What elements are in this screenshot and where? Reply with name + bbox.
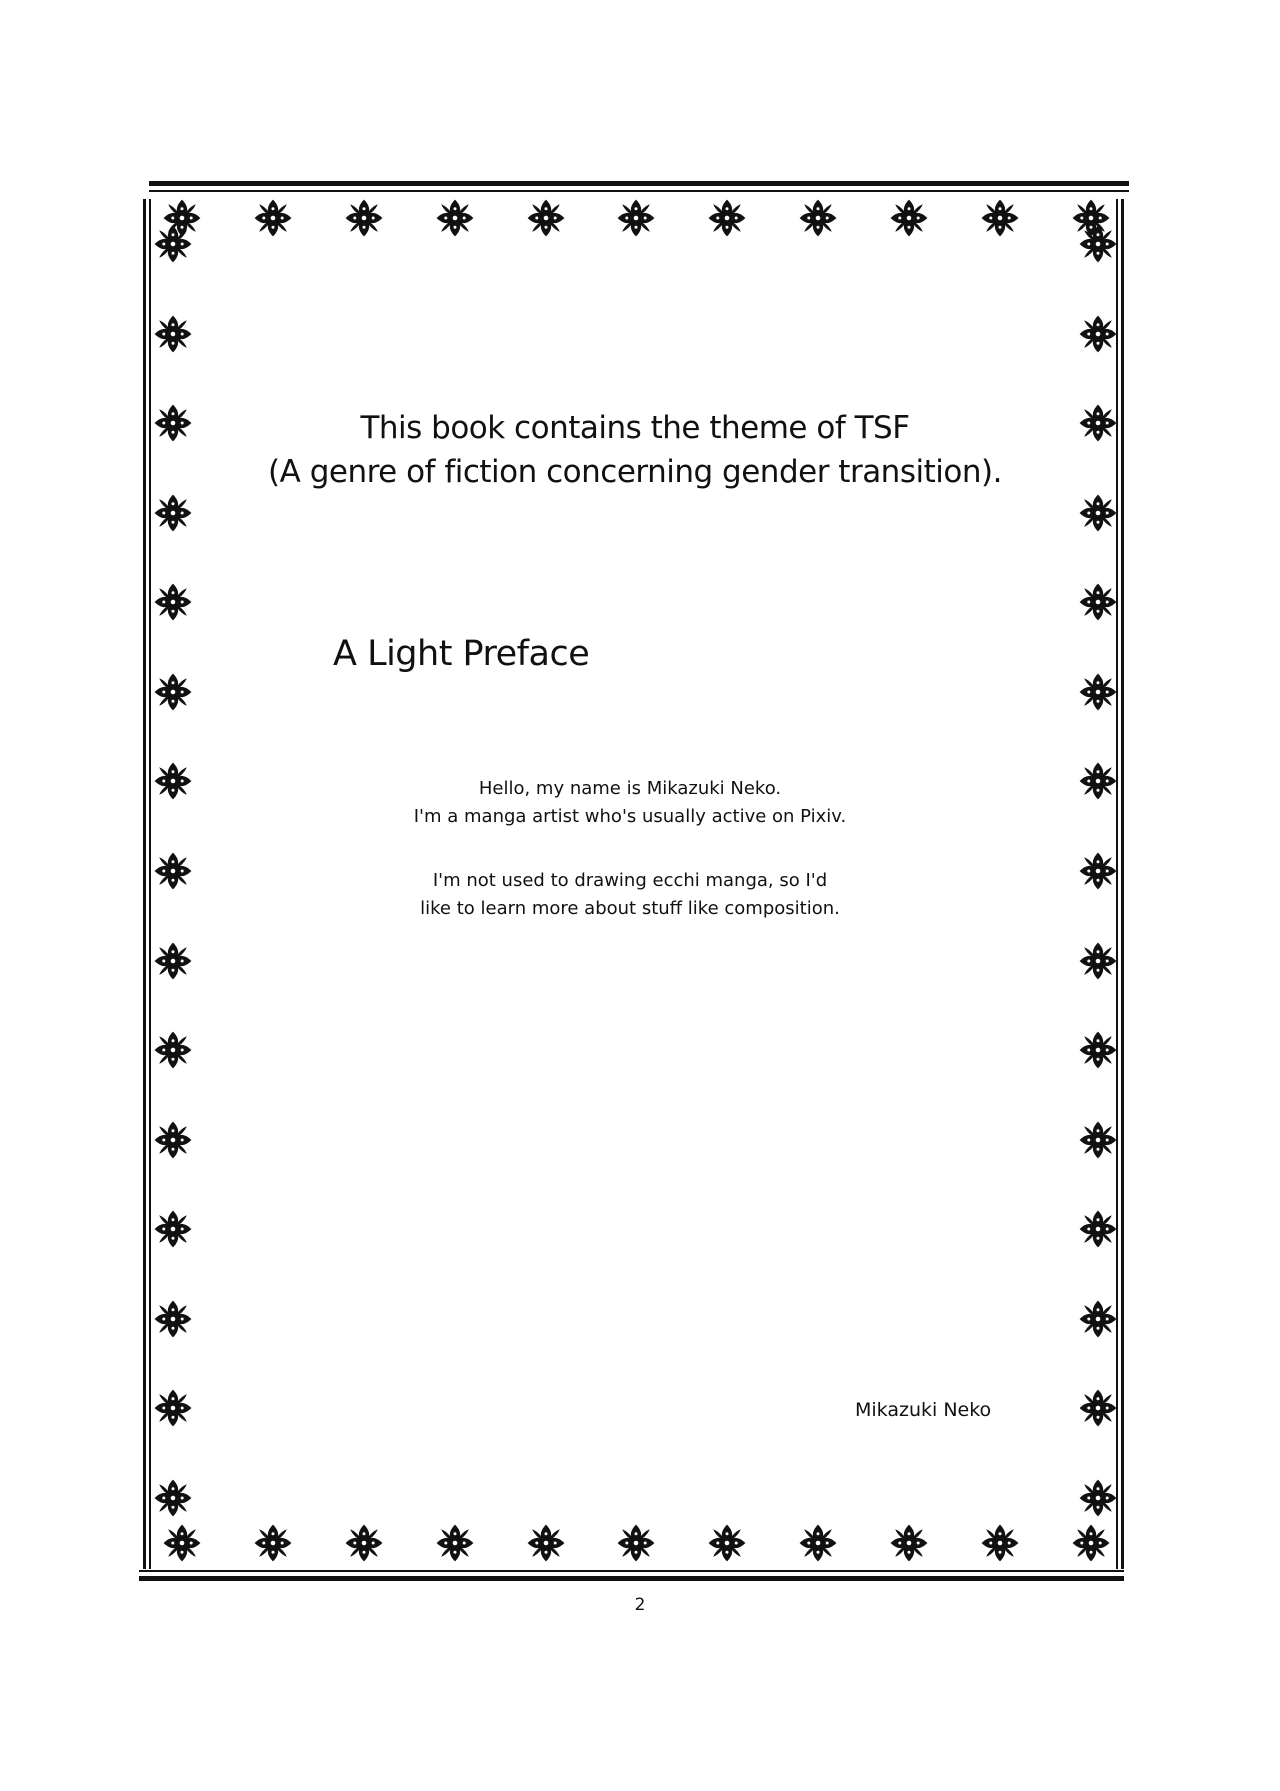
- floral-ornament-icon: [150, 1296, 196, 1342]
- border-bottom-ornaments: [159, 1518, 1114, 1568]
- floral-ornament-icon: [523, 195, 569, 241]
- floral-ornament-icon: [704, 1520, 750, 1566]
- floral-ornament-icon: [150, 579, 196, 625]
- floral-ornament-icon: [1075, 1296, 1121, 1342]
- preface-paragraph-2-line-2: like to learn more about stuff like composition.: [420, 898, 840, 919]
- floral-ornament-icon: [150, 669, 196, 715]
- floral-ornament-icon: [150, 1027, 196, 1073]
- floral-ornament-icon: [886, 1520, 932, 1566]
- floral-ornament-icon: [795, 1520, 841, 1566]
- floral-ornament-icon: [150, 1475, 196, 1521]
- floral-ornament-icon: [341, 195, 387, 241]
- floral-ornament-icon: [150, 758, 196, 804]
- floral-ornament-icon: [150, 1385, 196, 1431]
- floral-ornament-icon: [1075, 1206, 1121, 1252]
- floral-ornament-icon: [1075, 669, 1121, 715]
- border-bottom-inner-line: [139, 1570, 1124, 1572]
- border-left-line: [143, 199, 146, 1569]
- floral-ornament-icon: [432, 1520, 478, 1566]
- floral-ornament-icon: [150, 1206, 196, 1252]
- border-top-line: [149, 181, 1129, 186]
- floral-ornament-icon: [150, 848, 196, 894]
- floral-ornament-icon: [1075, 221, 1121, 267]
- floral-ornament-icon: [1075, 1385, 1121, 1431]
- floral-ornament-icon: [150, 1117, 196, 1163]
- floral-ornament-icon: [1075, 1117, 1121, 1163]
- floral-ornament-icon: [150, 221, 196, 267]
- preface-paragraph-1-line-1: Hello, my name is Mikazuki Neko.: [478, 778, 782, 799]
- floral-ornament-icon: [1075, 848, 1121, 894]
- border-bottom-line: [139, 1576, 1124, 1581]
- border-top-inner-line: [149, 190, 1129, 192]
- preface-paragraph-2: [330, 867, 930, 923]
- preface-paragraph-1: [330, 775, 930, 831]
- floral-ornament-icon: [150, 311, 196, 357]
- floral-ornament-icon: [250, 1520, 296, 1566]
- floral-ornament-icon: [1075, 311, 1121, 357]
- floral-ornament-icon: [159, 1520, 205, 1566]
- floral-ornament-icon: [1068, 1520, 1114, 1566]
- floral-ornament-icon: [977, 1520, 1023, 1566]
- floral-ornament-icon: [795, 195, 841, 241]
- floral-ornament-icon: [704, 195, 750, 241]
- page-number: 2: [634, 1595, 646, 1615]
- border-left-ornaments: [149, 221, 197, 1521]
- floral-ornament-icon: [613, 1520, 659, 1566]
- floral-ornament-icon: [613, 195, 659, 241]
- preface-paragraph-2-line-1: I'm not used to drawing ecchi manga, so I'd: [432, 870, 828, 891]
- floral-ornament-icon: [1075, 579, 1121, 625]
- floral-ornament-icon: [1075, 1475, 1121, 1521]
- floral-ornament-icon: [1075, 490, 1121, 536]
- preface-title: A Light Preface: [333, 634, 590, 674]
- author-signature: Mikazuki Neko: [855, 1399, 992, 1421]
- floral-ornament-icon: [977, 195, 1023, 241]
- content-warning: [200, 406, 1070, 494]
- preface-paragraph-1-line-2: I'm a manga artist who's usually active on Pixiv.: [413, 806, 847, 827]
- floral-ornament-icon: [523, 1520, 569, 1566]
- floral-ornament-icon: [432, 195, 478, 241]
- floral-ornament-icon: [1075, 938, 1121, 984]
- border-top-ornaments: [159, 193, 1114, 243]
- floral-ornament-icon: [341, 1520, 387, 1566]
- floral-ornament-icon: [1075, 758, 1121, 804]
- floral-ornament-icon: [886, 195, 932, 241]
- content-warning-line-1: This book contains the theme of TSF: [360, 410, 910, 446]
- floral-ornament-icon: [1075, 400, 1121, 446]
- floral-ornament-icon: [1075, 1027, 1121, 1073]
- floral-ornament-icon: [250, 195, 296, 241]
- floral-ornament-icon: [150, 938, 196, 984]
- border-right-ornaments: [1074, 221, 1122, 1521]
- floral-ornament-icon: [150, 400, 196, 446]
- content-warning-line-2: (A genre of fiction concerning gender transition).: [268, 454, 1002, 490]
- floral-ornament-icon: [150, 490, 196, 536]
